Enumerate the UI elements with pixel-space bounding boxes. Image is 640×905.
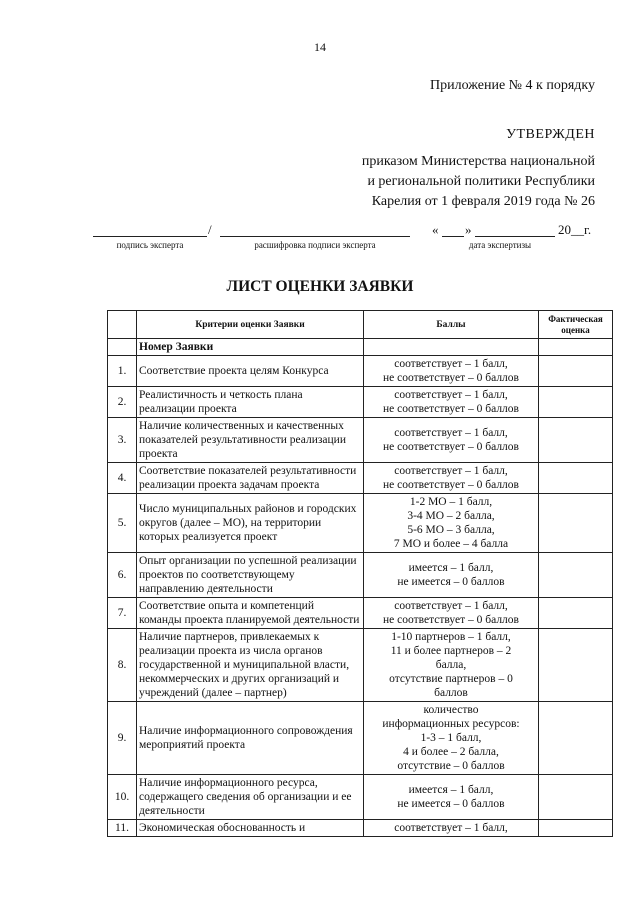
score-cell bbox=[364, 418, 539, 463]
score-cell bbox=[364, 598, 539, 629]
row-number: 3. bbox=[108, 418, 137, 463]
score-line: баллов bbox=[434, 687, 468, 699]
table-row bbox=[108, 702, 613, 775]
header-actual bbox=[539, 311, 613, 339]
score-cell bbox=[364, 775, 539, 820]
criteria-line: Наличие партнеров, привлекаемых к bbox=[139, 631, 320, 643]
score-line: 11 и более партнеров – 2 bbox=[390, 645, 512, 657]
score-cell bbox=[364, 356, 539, 387]
table-row bbox=[108, 356, 613, 387]
criteria-cell bbox=[137, 356, 364, 387]
table-row bbox=[108, 820, 613, 837]
criteria-line: реализации проекта задачам проекта bbox=[139, 479, 320, 491]
score-line: не соответствует – 0 баллов bbox=[383, 614, 519, 626]
row-number: 11. bbox=[108, 820, 137, 837]
date-year: 20__г. bbox=[558, 222, 592, 237]
table-row bbox=[108, 418, 613, 463]
row-number: 2. bbox=[108, 387, 137, 418]
criteria-line: Экономическая обоснованность и bbox=[139, 822, 306, 834]
date-quote-close: » bbox=[465, 222, 472, 237]
criteria-line: которых реализуется проект bbox=[139, 531, 278, 543]
criteria-cell bbox=[137, 702, 364, 775]
application-number-row bbox=[108, 339, 613, 356]
criteria-line: Опыт организации по успешной реализации bbox=[139, 555, 357, 567]
criteria-line: содержащего сведения об организации и ее bbox=[139, 791, 352, 803]
criteria-line: проекта bbox=[139, 448, 178, 460]
criteria-cell bbox=[137, 418, 364, 463]
score-line: 3-4 МО – 2 балла, bbox=[407, 510, 495, 522]
criteria-line: деятельности bbox=[139, 805, 205, 817]
actual-score-cell bbox=[539, 494, 613, 553]
score-line: 1-3 – 1 балл, bbox=[420, 732, 482, 744]
row-number: 8. bbox=[108, 629, 137, 702]
actual-score-cell bbox=[539, 418, 613, 463]
score-line: отсутствие – 0 баллов bbox=[397, 760, 505, 772]
table-row bbox=[108, 553, 613, 598]
criteria-line: направлению деятельности bbox=[139, 583, 273, 595]
criteria-cell bbox=[137, 463, 364, 494]
score-cell bbox=[364, 553, 539, 598]
score-line: не имеется – 0 баллов bbox=[397, 576, 505, 588]
criteria-line: Наличие информационного ресурса, bbox=[139, 777, 318, 789]
score-line: 4 и более – 2 балла, bbox=[403, 746, 499, 758]
table-row bbox=[108, 387, 613, 418]
score-line: соответствует – 1 балл, bbox=[394, 822, 508, 834]
score-line: 1-10 партнеров – 1 балл, bbox=[391, 631, 511, 643]
criteria-line: некоммерческих и других организаций и bbox=[139, 673, 340, 685]
table-row bbox=[108, 463, 613, 494]
criteria-line: учреждений (далее – партнер) bbox=[139, 687, 287, 699]
score-line: не соответствует – 0 баллов bbox=[383, 479, 519, 491]
page-number: 14 bbox=[314, 40, 326, 54]
signature-label: подпись эксперта bbox=[116, 240, 184, 250]
criteria-cell bbox=[137, 820, 364, 837]
score-line: имеется – 1 балл, bbox=[408, 562, 494, 574]
date-label: дата экспертизы bbox=[468, 240, 532, 250]
header-actual-line: оценка bbox=[561, 324, 590, 335]
score-line: 7 МО и более – 4 балла bbox=[393, 538, 509, 550]
table-header-row bbox=[108, 311, 613, 339]
row-number: 6. bbox=[108, 553, 137, 598]
criteria-cell bbox=[137, 775, 364, 820]
score-cell bbox=[364, 702, 539, 775]
score-line: балла, bbox=[435, 659, 467, 671]
score-line: информационных ресурсов: bbox=[382, 718, 520, 730]
criteria-line: реализации проекта bbox=[139, 403, 237, 415]
criteria-line: Соответствие показателей результативности bbox=[139, 465, 357, 477]
row-number: 1. bbox=[108, 356, 137, 387]
criteria-cell bbox=[137, 598, 364, 629]
score-line: соответствует – 1 балл, bbox=[394, 465, 508, 477]
decryption-label: расшифровка подписи эксперта bbox=[254, 240, 376, 250]
application-number-label: Номер Заявки bbox=[137, 339, 364, 356]
actual-score-cell bbox=[539, 463, 613, 494]
date-month-line bbox=[475, 236, 555, 237]
table-row bbox=[108, 598, 613, 629]
table-row bbox=[108, 775, 613, 820]
signature-line bbox=[93, 236, 207, 237]
row-number: 10. bbox=[108, 775, 137, 820]
score-line: имеется – 1 балл, bbox=[408, 784, 494, 796]
score-line: соответствует – 1 балл, bbox=[394, 600, 508, 612]
criteria-line: государственной и муниципальной власти, bbox=[139, 659, 350, 671]
score-line: соответствует – 1 балл, bbox=[394, 427, 508, 439]
score-line: не имеется – 0 баллов bbox=[397, 798, 505, 810]
row-number: 7. bbox=[108, 598, 137, 629]
row-number: 4. bbox=[108, 463, 137, 494]
criteria-line: команды проекта планируемой деятельности bbox=[139, 614, 360, 626]
appendix-note: Приложение № 4 к порядку bbox=[430, 78, 595, 93]
date-quote-open: « bbox=[432, 222, 439, 237]
score-line: 5-6 МО – 3 балла, bbox=[407, 524, 495, 536]
score-line: 1-2 МО – 1 балл, bbox=[409, 496, 493, 508]
actual-score-cell bbox=[539, 775, 613, 820]
criteria-cell bbox=[137, 553, 364, 598]
score-line: соответствует – 1 балл, bbox=[394, 358, 508, 370]
header-criteria: Критерии оценки Заявки bbox=[137, 311, 364, 339]
row-number: 9. bbox=[108, 702, 137, 775]
decryption-line bbox=[220, 236, 410, 237]
score-line: количество bbox=[423, 704, 479, 716]
actual-score-cell bbox=[539, 702, 613, 775]
row-number: 5. bbox=[108, 494, 137, 553]
score-line: не соответствует – 0 баллов bbox=[383, 372, 519, 384]
criteria-line: Наличие информационного сопровождения bbox=[139, 725, 353, 737]
document-title: ЛИСТ ОЦЕНКИ ЗАЯВКИ bbox=[226, 278, 414, 295]
score-cell bbox=[364, 463, 539, 494]
table-row bbox=[108, 494, 613, 553]
criteria-line: показателей результативности реализации bbox=[139, 434, 346, 446]
header-actual-line: Фактическая bbox=[548, 313, 603, 324]
order-line: Карелия от 1 февраля 2019 года № 26 bbox=[371, 194, 595, 209]
score-cell bbox=[364, 387, 539, 418]
criteria-line: реализации проекта из числа органов bbox=[139, 645, 323, 657]
criteria-line: проектов по соответствующему bbox=[139, 569, 295, 581]
criteria-line: Наличие количественных и качественных bbox=[139, 420, 344, 432]
criteria-cell bbox=[137, 629, 364, 702]
actual-score-cell bbox=[539, 356, 613, 387]
criteria-cell bbox=[137, 494, 364, 553]
appnum-score-cell bbox=[364, 339, 539, 356]
table-row bbox=[108, 629, 613, 702]
score-line: соответствует – 1 балл, bbox=[394, 389, 508, 401]
criteria-line: Соответствие опыта и компетенций bbox=[139, 600, 314, 612]
score-cell bbox=[364, 820, 539, 837]
score-line: не соответствует – 0 баллов bbox=[383, 403, 519, 415]
criteria-line: округов (далее – МО), на территории bbox=[139, 517, 322, 529]
criteria-cell bbox=[137, 387, 364, 418]
approved-heading: УТВЕРЖДЕН bbox=[506, 127, 595, 142]
actual-score-cell bbox=[539, 598, 613, 629]
appnum-fact-cell bbox=[539, 339, 613, 356]
actual-score-cell bbox=[539, 553, 613, 598]
appnum-num-cell bbox=[108, 339, 137, 356]
signature-slash: / bbox=[208, 222, 212, 237]
order-line: и региональной политики Республики bbox=[367, 174, 595, 189]
score-cell bbox=[364, 629, 539, 702]
header-num-cell bbox=[108, 311, 137, 339]
date-day-line bbox=[442, 236, 464, 237]
evaluation-table bbox=[107, 310, 613, 837]
criteria-line: Реалистичность и четкость плана bbox=[139, 389, 303, 401]
order-line: приказом Министерства национальной bbox=[361, 154, 595, 169]
criteria-line: Число муниципальных районов и городских bbox=[139, 503, 357, 515]
score-line: не соответствует – 0 баллов bbox=[383, 441, 519, 453]
criteria-line: Соответствие проекта целям Конкурса bbox=[139, 365, 329, 377]
score-cell bbox=[364, 494, 539, 553]
actual-score-cell bbox=[539, 629, 613, 702]
criteria-line: мероприятий проекта bbox=[139, 739, 246, 751]
order-reference bbox=[362, 152, 595, 212]
actual-score-cell bbox=[539, 820, 613, 837]
actual-score-cell bbox=[539, 387, 613, 418]
header-scores: Баллы bbox=[364, 311, 539, 339]
score-line: отсутствие партнеров – 0 bbox=[389, 673, 513, 685]
